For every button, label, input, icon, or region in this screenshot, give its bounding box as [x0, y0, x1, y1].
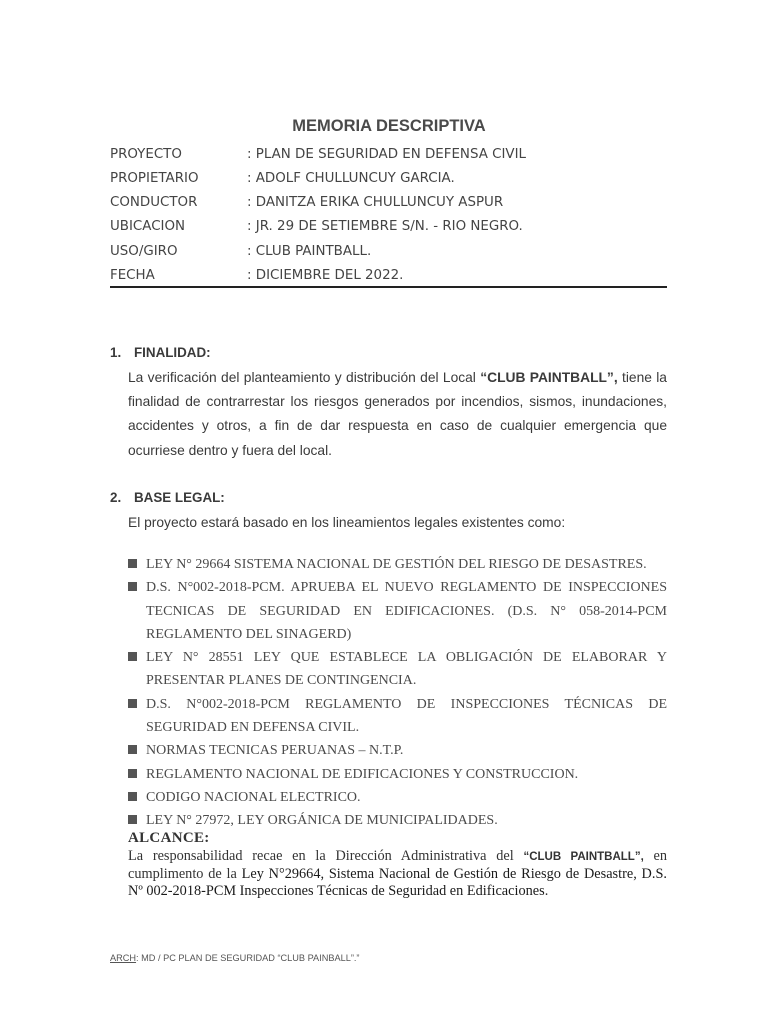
- header-key: FECHA: [110, 268, 155, 283]
- list-item-text: D.S. N°002-2018-PCM REGLAMENTO DE INSPECCIONES TÉCNICAS DE SEGURIDAD EN DEFENSA CIVIL.: [146, 696, 667, 736]
- header-key: UBICACION: [110, 219, 186, 234]
- list-item: [128, 553, 667, 576]
- header-divider: [110, 286, 667, 288]
- list-item: [128, 646, 667, 693]
- legal-list: [128, 553, 667, 833]
- alcance-paragraph: [128, 848, 667, 900]
- square-bullet-icon: [128, 792, 137, 801]
- list-item-text: LEY N° 29664 SISTEMA NACIONAL DE GESTIÓN DEL RIESGO DE DESASTRES.: [146, 557, 647, 572]
- club-name-highlight: “CLUB PAINTBALL”,: [480, 370, 618, 385]
- square-bullet-icon: [128, 699, 137, 708]
- section-heading-base-legal: [110, 490, 225, 505]
- list-item-text: D.S. N°002-2018-PCM. APRUEBA EL NUEVO REGLAMENTO DE INSPECCIONES TECNICAS DE SEGURIDAD EN EDIFICACIONES. (D.S. N° 058-2014-PCM REGLAMENTO DEL SINAGERD): [146, 580, 667, 642]
- header-value: : JR. 29 DE SETIEMBRE S/N. - RIO NEGRO.: [247, 219, 523, 234]
- section-number: 2.: [110, 490, 122, 505]
- section-heading-finalidad: [110, 345, 211, 360]
- section-number: 1.: [110, 345, 122, 360]
- club-name-highlight: “CLUB PAINTBALL”,: [523, 851, 644, 863]
- list-item: [128, 693, 667, 740]
- alcance-text: .: [544, 883, 549, 899]
- document-title: MEMORIA DESCRIPTIVA: [292, 117, 486, 135]
- list-item-text: REGLAMENTO NACIONAL DE EDIFICACIONES Y CONSTRUCCION.: [146, 766, 579, 782]
- finalidad-text-after: tiene la finalidad de contrarrestar los riesgos generados por incendios, sismos, inundaciones, accidentes y otros, a fin de dar respuesta en caso de cualquier emergencia que ocurriese dentro y fuera del local.: [128, 370, 667, 458]
- section-title: BASE LEGAL:: [134, 490, 225, 505]
- list-item: [128, 739, 667, 762]
- footer-text: : MD / PC PLAN DE SEGURIDAD “CLUB PAINBALL”.”: [136, 953, 360, 963]
- finalidad-text-before: La verificación del planteamiento y distribución del Local: [128, 370, 481, 385]
- list-item: [128, 786, 667, 809]
- section-title: FINALIDAD:: [134, 345, 211, 360]
- square-bullet-icon: [128, 815, 137, 824]
- header-value: : DANITZA ERIKA CHULLUNCUY ASPUR: [247, 195, 504, 210]
- header-row-propietario: [110, 171, 666, 195]
- finalidad-paragraph: [128, 366, 667, 463]
- header-row-uso-giro: [110, 244, 666, 268]
- footer-prefix: ARCH: [110, 953, 137, 963]
- list-item-text: LEY N° 28551 LEY QUE ESTABLECE LA OBLIGACIÓN DE ELABORAR Y PRESENTAR PLANES DE CONTINGENCIA.: [146, 650, 667, 689]
- list-item: [128, 763, 667, 786]
- header-key: USO/GIRO: [110, 244, 178, 259]
- square-bullet-icon: [128, 582, 137, 591]
- header-value: : ADOLF CHULLUNCUY GARCIA.: [247, 171, 455, 186]
- header-key: PROYECTO: [110, 147, 182, 162]
- alcance-text: en cumplimento de la: [128, 848, 667, 882]
- header-row-fecha: [110, 268, 666, 292]
- header-row-ubicacion: [110, 219, 666, 243]
- list-item-text: NORMAS TECNICAS PERUANAS – N.T.P.: [146, 743, 404, 759]
- alcance-law-reference: Ley N°29664, Sistema Nacional de Gestión de Riesgo de Desastre, D.S. Nº 002-2018-PCM Inspecciones Técnicas de Seguridad en Edificaciones: [128, 866, 667, 899]
- header-key: CONDUCTOR: [110, 195, 198, 210]
- header-value: : PLAN DE SEGURIDAD EN DEFENSA CIVIL: [247, 147, 526, 162]
- base-legal-intro: El proyecto estará basado en los lineamientos legales existentes como:: [128, 515, 566, 530]
- list-item-text: CODIGO NACIONAL ELECTRICO.: [146, 789, 361, 805]
- square-bullet-icon: [128, 559, 137, 568]
- square-bullet-icon: [128, 769, 137, 778]
- alcance-heading: ALCANCE:: [128, 830, 210, 846]
- square-bullet-icon: [128, 652, 137, 661]
- alcance-text: La responsabilidad recae en la Dirección Administrativa del: [128, 848, 524, 864]
- header-value: : DICIEMBRE DEL 2022.: [247, 268, 404, 283]
- list-item: [128, 576, 667, 646]
- footer-archive-note: [110, 953, 359, 963]
- header-row-conductor: [110, 195, 666, 219]
- square-bullet-icon: [128, 745, 137, 754]
- header-row-proyecto: [110, 147, 666, 171]
- header-value: : CLUB PAINTBALL.: [247, 244, 372, 259]
- header-key: PROPIETARIO: [110, 171, 199, 186]
- list-item-text: LEY N° 27972, LEY ORGÁNICA DE MUNICIPALIDADES.: [146, 813, 498, 829]
